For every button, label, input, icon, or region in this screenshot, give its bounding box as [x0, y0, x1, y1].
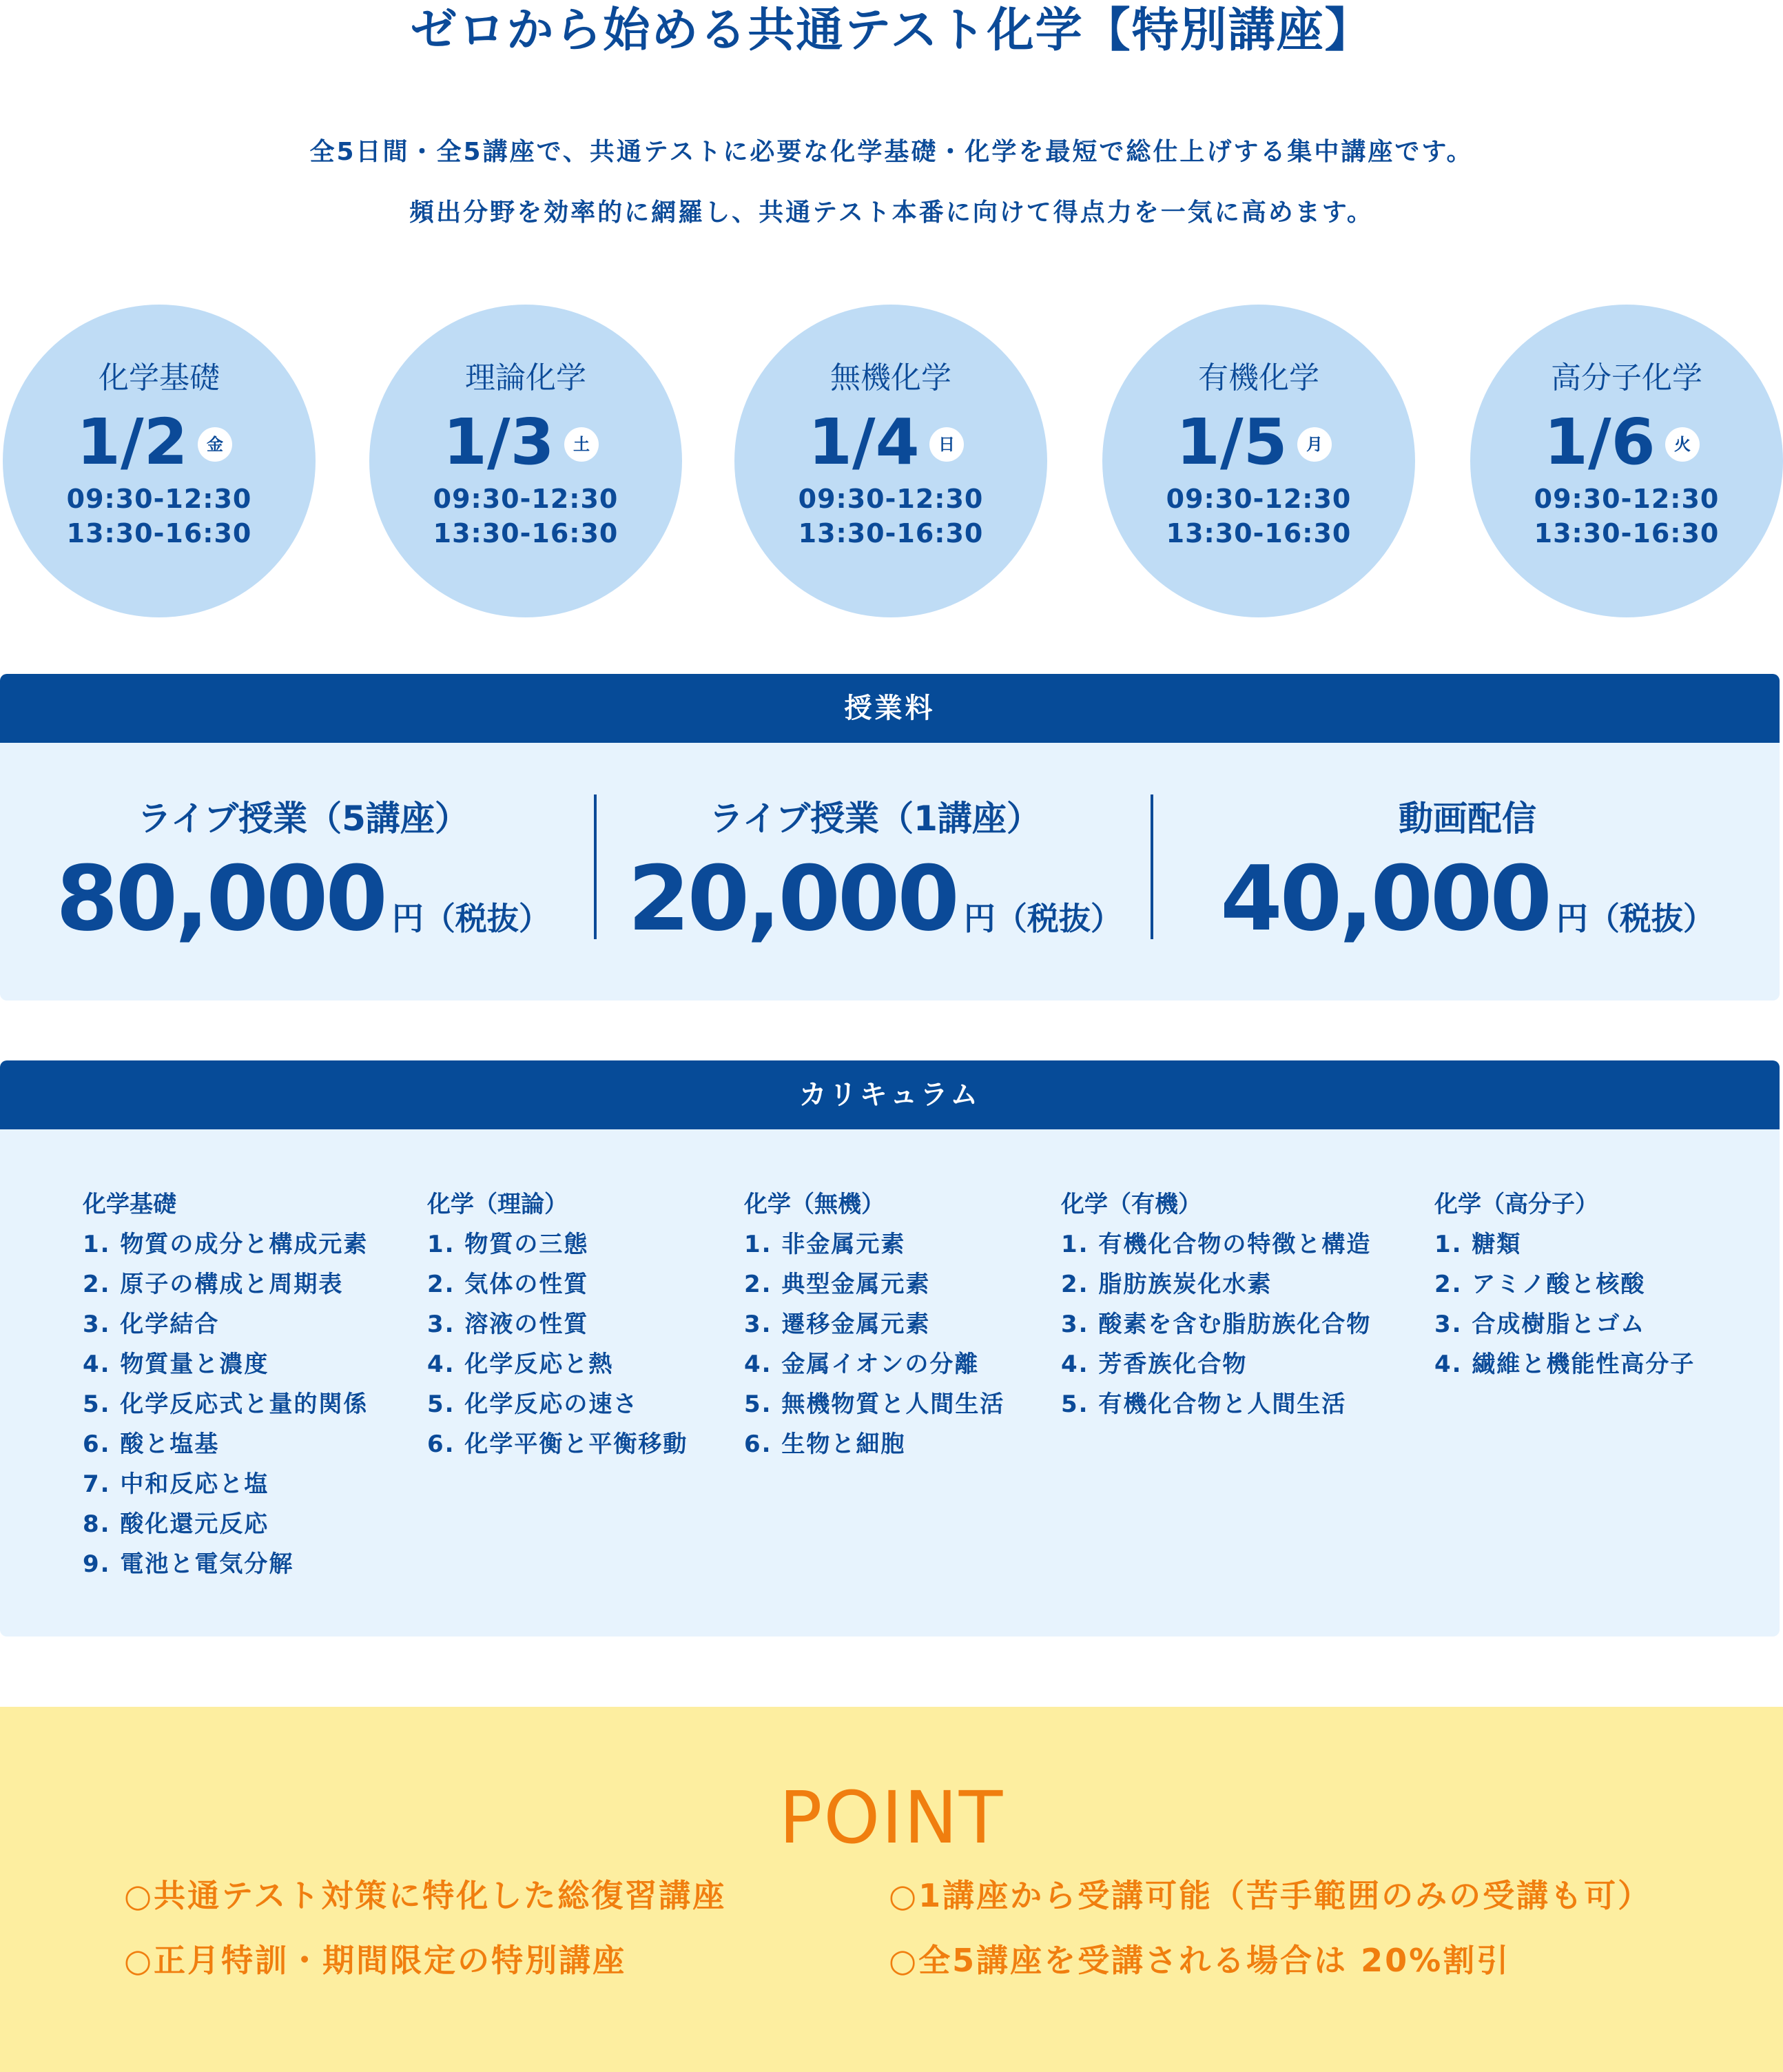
curriculum-column-kobunshi [1434, 1184, 1695, 1384]
curriculum-item: 1. 物質の三態 [427, 1231, 589, 1258]
curriculum-item: 6. 酸と塩基 [83, 1430, 220, 1458]
point-item: ○正月特訓・期間限定の特別講座 [124, 1942, 627, 1979]
curriculum-heading: カリキュラム [0, 1060, 1780, 1129]
point-item: ○1講座から受講可能（苦手範囲のみの受講も可） [889, 1877, 1652, 1914]
point-section [0, 1707, 1783, 2072]
curriculum-item: 1. 非金属元素 [744, 1231, 906, 1258]
curriculum-item: 5. 化学反応の速さ [427, 1391, 639, 1418]
price-unit: 円（税抜） [963, 900, 1122, 937]
price-amount: 40,000 [1220, 846, 1549, 951]
curriculum-column-title: 化学（無機） [744, 1191, 885, 1218]
curriculum-item: 2. アミノ酸と核酸 [1434, 1271, 1646, 1298]
schedule-subject: 無機化学 [830, 360, 951, 396]
curriculum-item: 6. 化学平衡と平衡移動 [427, 1430, 688, 1458]
price-live-5 [41, 743, 565, 1001]
curriculum-item: 6. 生物と細胞 [744, 1430, 906, 1458]
schedule-time-morning: 09:30-12:30 [66, 484, 252, 514]
curriculum-item: 3. 酸素を含む脂肪族化合物 [1061, 1311, 1372, 1338]
curriculum-column-riron [427, 1184, 688, 1464]
column-divider [594, 794, 597, 939]
column-divider [1151, 794, 1153, 939]
curriculum-item: 8. 酸化還元反応 [83, 1510, 269, 1538]
price-unit: 円（税抜） [391, 900, 550, 937]
curriculum-item: 2. 原子の構成と周期表 [83, 1271, 344, 1298]
curriculum-item: 4. 繊維と機能性高分子 [1434, 1351, 1696, 1378]
curriculum-column-yuki [1061, 1184, 1371, 1424]
schedule-time-morning: 09:30-12:30 [433, 484, 619, 514]
price-label: ライブ授業（5講座） [137, 799, 469, 839]
schedule-time-afternoon: 13:30-16:30 [433, 518, 619, 548]
curriculum-column-title: 化学（有機） [1061, 1191, 1202, 1218]
day-of-week-badge: 月 [1297, 427, 1332, 462]
schedule-date: 1/5 [1176, 405, 1288, 479]
curriculum-item: 1. 糖類 [1434, 1231, 1522, 1258]
schedule-time-afternoon: 13:30-16:30 [66, 518, 252, 548]
curriculum-item: 2. 脂肪族炭化水素 [1061, 1271, 1272, 1298]
point-item: ○共通テスト対策に特化した総復習講座 [124, 1877, 727, 1914]
lead-text-line-2: 頻出分野を効率的に網羅し、共通テスト本番に向けて得点力を一気に高めます。 [409, 198, 1374, 227]
curriculum-column-title: 化学基礎 [83, 1191, 176, 1218]
price-video [1171, 743, 1764, 1001]
schedule-circle-kiso [3, 305, 316, 617]
day-of-week-badge: 金 [198, 427, 232, 462]
tuition-heading: 授業料 [0, 674, 1780, 743]
curriculum-item: 3. 合成樹脂とゴム [1434, 1311, 1646, 1338]
schedule-circle-kobunshi [1470, 305, 1783, 617]
schedule-circle-muki [734, 305, 1047, 617]
schedule-time-morning: 09:30-12:30 [1534, 484, 1720, 514]
curriculum-item: 9. 電池と電気分解 [83, 1550, 294, 1578]
curriculum-item: 4. 金属イオンの分離 [744, 1351, 980, 1378]
curriculum-item: 4. 化学反応と熱 [427, 1351, 614, 1378]
price-live-1 [606, 743, 1144, 1001]
price-label: 動画配信 [1399, 799, 1536, 839]
curriculum-item: 1. 有機化合物の特徴と構造 [1061, 1231, 1372, 1258]
curriculum-item: 2. 気体の性質 [427, 1271, 589, 1298]
curriculum-item: 7. 中和反応と塩 [83, 1470, 269, 1498]
schedule-circle-riron [369, 305, 682, 617]
schedule-subject: 化学基礎 [99, 360, 220, 396]
curriculum-column-muki [744, 1184, 1004, 1464]
curriculum-item: 3. 遷移金属元素 [744, 1311, 931, 1338]
schedule-date: 1/6 [1544, 405, 1656, 479]
price-unit: 円（税抜） [1556, 900, 1715, 937]
schedule-subject: 理論化学 [465, 360, 586, 396]
price-label: ライブ授業（1講座） [709, 799, 1041, 839]
price-amount: 80,000 [56, 846, 385, 951]
curriculum-column-title: 化学（高分子） [1434, 1191, 1598, 1218]
day-of-week-badge: 土 [564, 427, 599, 462]
schedule-time-afternoon: 13:30-16:30 [1534, 518, 1720, 548]
schedule-subject: 有機化学 [1198, 360, 1319, 396]
curriculum-column-kiso [83, 1184, 368, 1584]
lead-text-line-1: 全5日間・全5講座で、共通テストに必要な化学基礎・化学を最短で総仕上げする集中講座です。 [309, 138, 1474, 166]
schedule-time-morning: 09:30-12:30 [798, 484, 984, 514]
day-of-week-badge: 火 [1665, 427, 1700, 462]
schedule-time-afternoon: 13:30-16:30 [1166, 518, 1352, 548]
point-title: POINT [779, 1776, 1004, 1860]
curriculum-item: 5. 無機物質と人間生活 [744, 1391, 1005, 1418]
schedule-subject: 高分子化学 [1551, 360, 1702, 396]
schedule-date: 1/2 [76, 405, 188, 479]
curriculum-item: 3. 溶液の性質 [427, 1311, 589, 1338]
tuition-panel [0, 743, 1780, 1001]
schedule-circle-yuki [1102, 305, 1415, 617]
curriculum-item: 4. 芳香族化合物 [1061, 1351, 1248, 1378]
curriculum-item: 5. 化学反応式と量的関係 [83, 1391, 369, 1418]
day-of-week-badge: 日 [929, 427, 964, 462]
curriculum-panel [0, 1129, 1780, 1637]
schedule-time-afternoon: 13:30-16:30 [798, 518, 984, 548]
curriculum-column-title: 化学（理論） [427, 1191, 568, 1218]
schedule-time-morning: 09:30-12:30 [1166, 484, 1352, 514]
schedule-circles [0, 305, 1783, 617]
page-title: ゼロから始める共通テスト化学【特別講座】 [410, 3, 1373, 58]
point-item: ○全5講座を受講される場合は 20%割引 [889, 1942, 1511, 1979]
schedule-date: 1/3 [443, 405, 555, 479]
curriculum-item: 5. 有機化合物と人間生活 [1061, 1391, 1347, 1418]
price-amount: 20,000 [628, 846, 957, 951]
curriculum-item: 3. 化学結合 [83, 1311, 220, 1338]
curriculum-item: 2. 典型金属元素 [744, 1271, 931, 1298]
schedule-date: 1/4 [808, 405, 920, 479]
curriculum-item: 4. 物質量と濃度 [83, 1351, 269, 1378]
curriculum-item: 1. 物質の成分と構成元素 [83, 1231, 369, 1258]
